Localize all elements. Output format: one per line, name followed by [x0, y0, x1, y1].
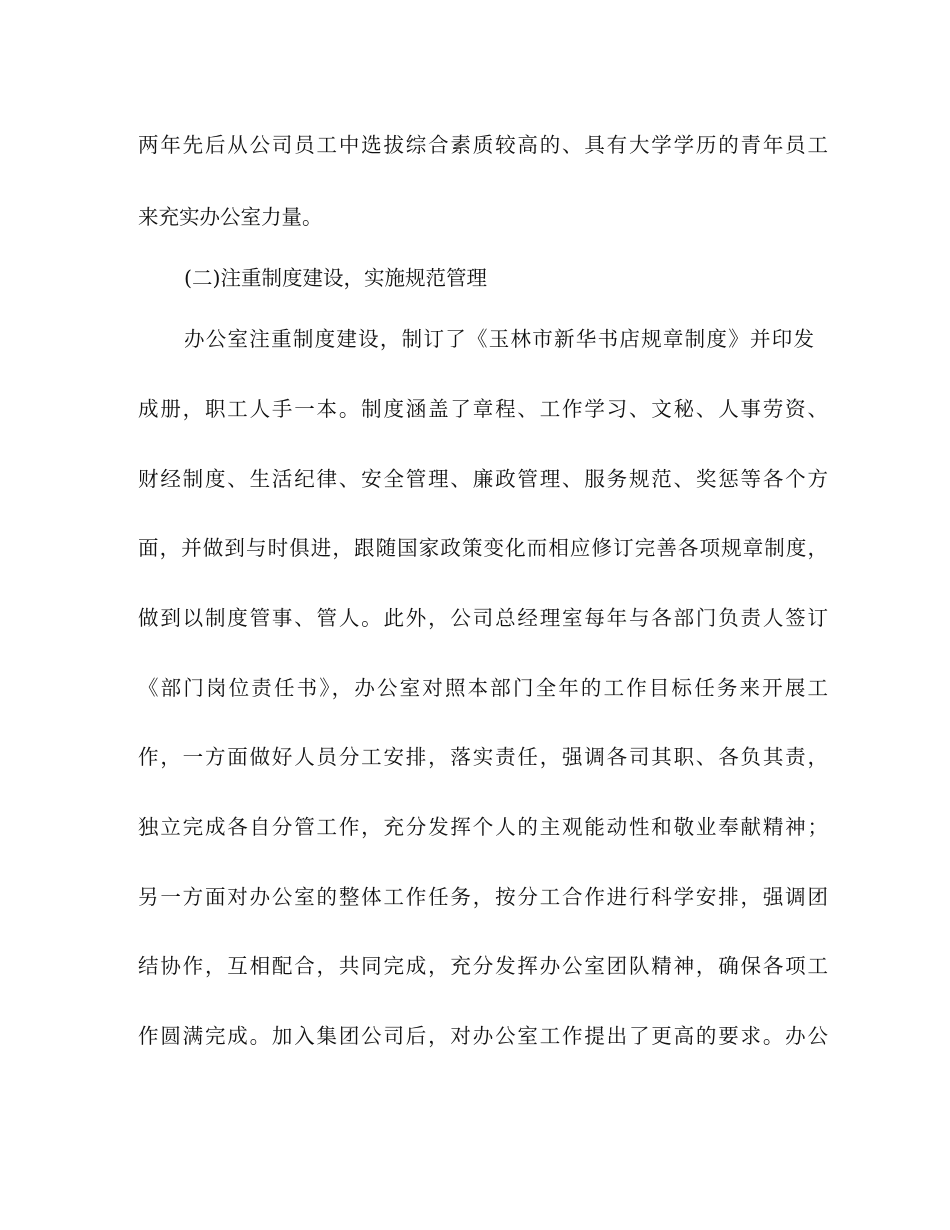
- paragraph-line: 两年先后从公司员工中选拔综合素质较高的、具有大学学历的青年员工: [138, 133, 828, 157]
- paragraph-line: 成册，职工人手一本。制度涵盖了章程、工作学习、文秘、人事劳资、: [138, 397, 828, 421]
- paragraph-line: 独立完成各自分管工作，充分发挥个人的主观能动性和敬业奉献精神；: [138, 815, 828, 839]
- paragraph-line: 做到以制度管事、管人。此外，公司总经理室每年与各部门负责人签订: [138, 606, 828, 630]
- paragraph-line: 来充实办公室力量。: [138, 205, 323, 229]
- paragraph-line: 办公室注重制度建设，制订了《玉林市新华书店规章制度》并印发: [184, 327, 814, 351]
- section-heading: (二)注重制度建设，实施规范管理: [184, 266, 487, 290]
- paragraph-line: 作，一方面做好人员分工安排，落实责任，强调各司其职、各负其责，: [138, 745, 828, 769]
- paragraph-line: 结协作，互相配合，共同完成，充分发挥办公室团队精神，确保各项工: [138, 954, 828, 978]
- paragraph-line: 财经制度、生活纪律、安全管理、廉政管理、服务规范、奖惩等各个方: [138, 467, 828, 491]
- paragraph-line: 另一方面对办公室的整体工作任务，按分工合作进行科学安排，强调团: [138, 885, 828, 909]
- paragraph-line: 《部门岗位责任书》，办公室对照本部门全年的工作目标任务来开展工: [138, 676, 828, 700]
- paragraph-line: 作圆满完成。加入集团公司后，对办公室工作提出了更高的要求。办公: [138, 1024, 828, 1048]
- paragraph-line: 面，并做到与时俱进，跟随国家政策变化而相应修订完善各项规章制度，: [138, 536, 828, 560]
